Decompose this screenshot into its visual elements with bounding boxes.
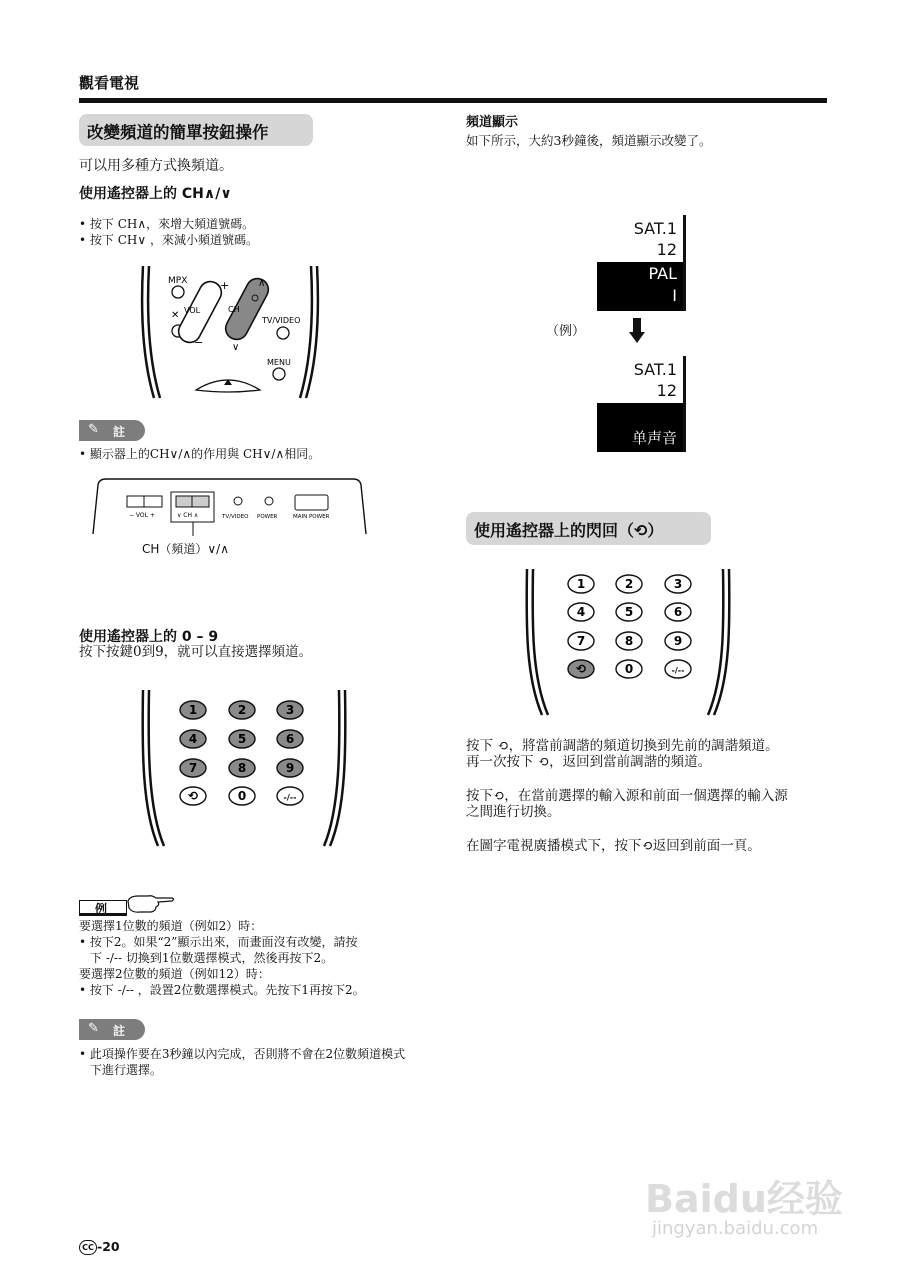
note-badge-2 xyxy=(79,1019,145,1040)
front-panel-illustration xyxy=(85,476,375,536)
osd-after-name: SAT.1 xyxy=(633,360,677,379)
key-label: 8 xyxy=(237,761,247,775)
key-label: ⟲ xyxy=(575,662,587,676)
key-label: 4 xyxy=(188,732,198,746)
key-label: 0 xyxy=(237,789,247,803)
key-label: 2 xyxy=(237,703,247,717)
example-bullet2-text: 按下 -/-- ，設置2位數選擇模式。先按下1再按下2。 xyxy=(89,983,365,997)
osd-after-audio: 单声音 xyxy=(631,429,677,447)
subheading-digits: 使用遙控器上的 0 – 9 xyxy=(79,629,219,645)
note-badge xyxy=(79,420,145,441)
osd-before-audio: I xyxy=(672,286,677,305)
example-bullet1-cont: 下 -/-- 切換到1位數選擇模式，然後再按下2。 xyxy=(90,951,334,965)
key-label: -/-- xyxy=(671,666,685,675)
watermark-url: jingyan.baidu.com xyxy=(652,1218,819,1239)
section-banner xyxy=(79,114,313,146)
key-label: -/-- xyxy=(283,793,297,802)
example-bullet1: • 按下2。如果“2”顯示出來，而畫面沒有改變，請按 xyxy=(79,935,358,949)
example-line1: 要選擇1位數的頻道（例如2）時： xyxy=(79,919,263,933)
minus-label: − xyxy=(194,336,204,349)
key-label: 1 xyxy=(576,577,586,591)
plus-label: + xyxy=(220,279,230,292)
header-rule xyxy=(79,98,827,103)
pointing-hand-icon xyxy=(126,893,176,917)
flashback-p1a: 按下 ⟲，將當前調諧的頻道切換到先前的調諧頻道。 xyxy=(466,738,779,754)
osd-before-number: 12 xyxy=(656,240,677,259)
example-badge xyxy=(79,900,127,916)
panel-power: POWER xyxy=(257,514,278,520)
osd-before-system: PAL xyxy=(648,264,677,283)
channel-display-title: 頻道顯示 xyxy=(466,115,519,130)
key-label: 3 xyxy=(673,577,683,591)
tvvideo-label: TV/VIDEO xyxy=(262,316,301,325)
digits-text: 按下按鍵0到9，就可以直接選擇頻道。 xyxy=(79,644,313,660)
note2-text-cont: 下進行選擇。 xyxy=(90,1063,163,1077)
key-label: 1 xyxy=(188,703,198,717)
key-label: 6 xyxy=(673,605,683,619)
bullet-ch-up: • 按下 CH∧，來增大頻道號碼。 xyxy=(79,217,255,231)
key-label: 8 xyxy=(624,634,634,648)
panel-tvvideo: TV/VIDEO xyxy=(222,514,249,520)
example-bullet2: • 按下 -/-- ，設置2位數選擇模式。先按下1再按下2。 xyxy=(79,983,365,997)
example-line2: 要選擇2位數的頻道（例如12）時： xyxy=(79,967,270,981)
osd-before-dark xyxy=(597,262,683,311)
osd-before xyxy=(597,215,686,311)
key-label: 9 xyxy=(673,634,683,648)
note-label: 註 xyxy=(113,1024,126,1038)
flashback-p3: 在圖字電視廣播模式下，按下⟲返回到前面一頁。 xyxy=(466,838,761,854)
key-label: 5 xyxy=(624,605,634,619)
ch-label: CH xyxy=(228,305,240,314)
remote-ch-illustration xyxy=(138,264,324,400)
channel-display-text: 如下所示，大約3秒鐘後，頻道顯示改變了。 xyxy=(466,133,712,148)
key-label: 7 xyxy=(188,761,198,775)
osd-after xyxy=(597,356,686,452)
intro-text: 可以用多種方式換頻道。 xyxy=(79,158,233,174)
bullet-text: 按下 CH∧，來增大頻道號碼。 xyxy=(89,217,255,231)
osd-before-name: SAT.1 xyxy=(633,219,677,238)
page-icon-text: CC xyxy=(82,1243,94,1252)
key-label: 2 xyxy=(624,577,634,591)
key-label: 4 xyxy=(576,605,586,619)
svg-text:✕: ✕ xyxy=(171,310,180,321)
key-label: 3 xyxy=(285,703,295,717)
flashback-banner-title: 使用遙控器上的閃回（⟲） xyxy=(474,521,664,540)
menu-label: MENU xyxy=(267,358,291,367)
flashback-p2a: 按下⟲，在當前選擇的輸入源和前面一個選擇的輸入源 xyxy=(466,788,788,804)
flashback-banner xyxy=(466,512,711,545)
svg-text:∧: ∧ xyxy=(258,278,266,289)
mpx-label: MPX xyxy=(168,276,188,286)
note-label: 註 xyxy=(113,425,126,439)
key-label: 9 xyxy=(285,761,295,775)
example-bullet1-text: 按下2。如果“2”顯示出來，而畫面沒有改變，請按 xyxy=(89,935,358,949)
page-number: -20 xyxy=(97,1239,120,1254)
key-label: 5 xyxy=(237,732,247,746)
note2-line1: 此項操作要在3秒鐘以內完成，否則將不會在2位數頻道模式 xyxy=(89,1047,406,1061)
paperclip-icon: ✎ xyxy=(88,422,99,437)
paperclip-icon: ✎ xyxy=(88,1021,99,1036)
note2-text: • 此項操作要在3秒鐘以內完成，否則將不會在2位數頻道模式 xyxy=(79,1047,406,1061)
example-paren: （例） xyxy=(546,324,586,339)
note-text-content: 顯示器上的CH∨/∧的作用與 CH∨/∧相同。 xyxy=(89,447,321,461)
panel-ch: ∨ CH ∧ xyxy=(177,512,199,519)
flashback-p2b: 之間進行切換。 xyxy=(466,804,561,820)
key-label: 6 xyxy=(285,732,295,746)
example-label: 例 xyxy=(95,902,108,916)
section-banner-title: 改變頻道的簡單按鈕操作 xyxy=(87,123,269,142)
keypad-illustration-right xyxy=(524,567,734,717)
watermark-brand: Baidu经验 xyxy=(645,1177,843,1221)
panel-caption: CH（頻道）∨/∧ xyxy=(142,542,230,556)
page-icon xyxy=(79,1240,97,1255)
key-label: 0 xyxy=(624,662,634,676)
osd-after-dark xyxy=(597,403,683,452)
flashback-p1b: 再一次按下 ⟲，返回到當前調諧的頻道。 xyxy=(466,754,712,770)
panel-vol: − VOL + xyxy=(129,512,155,519)
down-arrow-icon xyxy=(629,318,645,344)
svg-text:∨: ∨ xyxy=(232,342,240,353)
panel-main-power: MAIN POWER xyxy=(293,514,330,520)
keypad-illustration xyxy=(140,688,350,848)
key-label: ⟲ xyxy=(187,789,199,803)
subheading-ch: 使用遙控器上的 CH∧/∨ xyxy=(79,186,232,202)
bullet-ch-down: • 按下 CH∨ ，來減小頻道號碼。 xyxy=(79,233,258,247)
section-title: 觀看電視 xyxy=(79,74,140,92)
note-text: • 顯示器上的CH∨/∧的作用與 CH∨/∧相同。 xyxy=(79,447,321,461)
vol-label: VOL xyxy=(184,306,201,315)
bullet-text: 按下 CH∨ ，來減小頻道號碼。 xyxy=(89,233,258,247)
key-label: 7 xyxy=(576,634,586,648)
osd-after-number: 12 xyxy=(656,381,677,400)
